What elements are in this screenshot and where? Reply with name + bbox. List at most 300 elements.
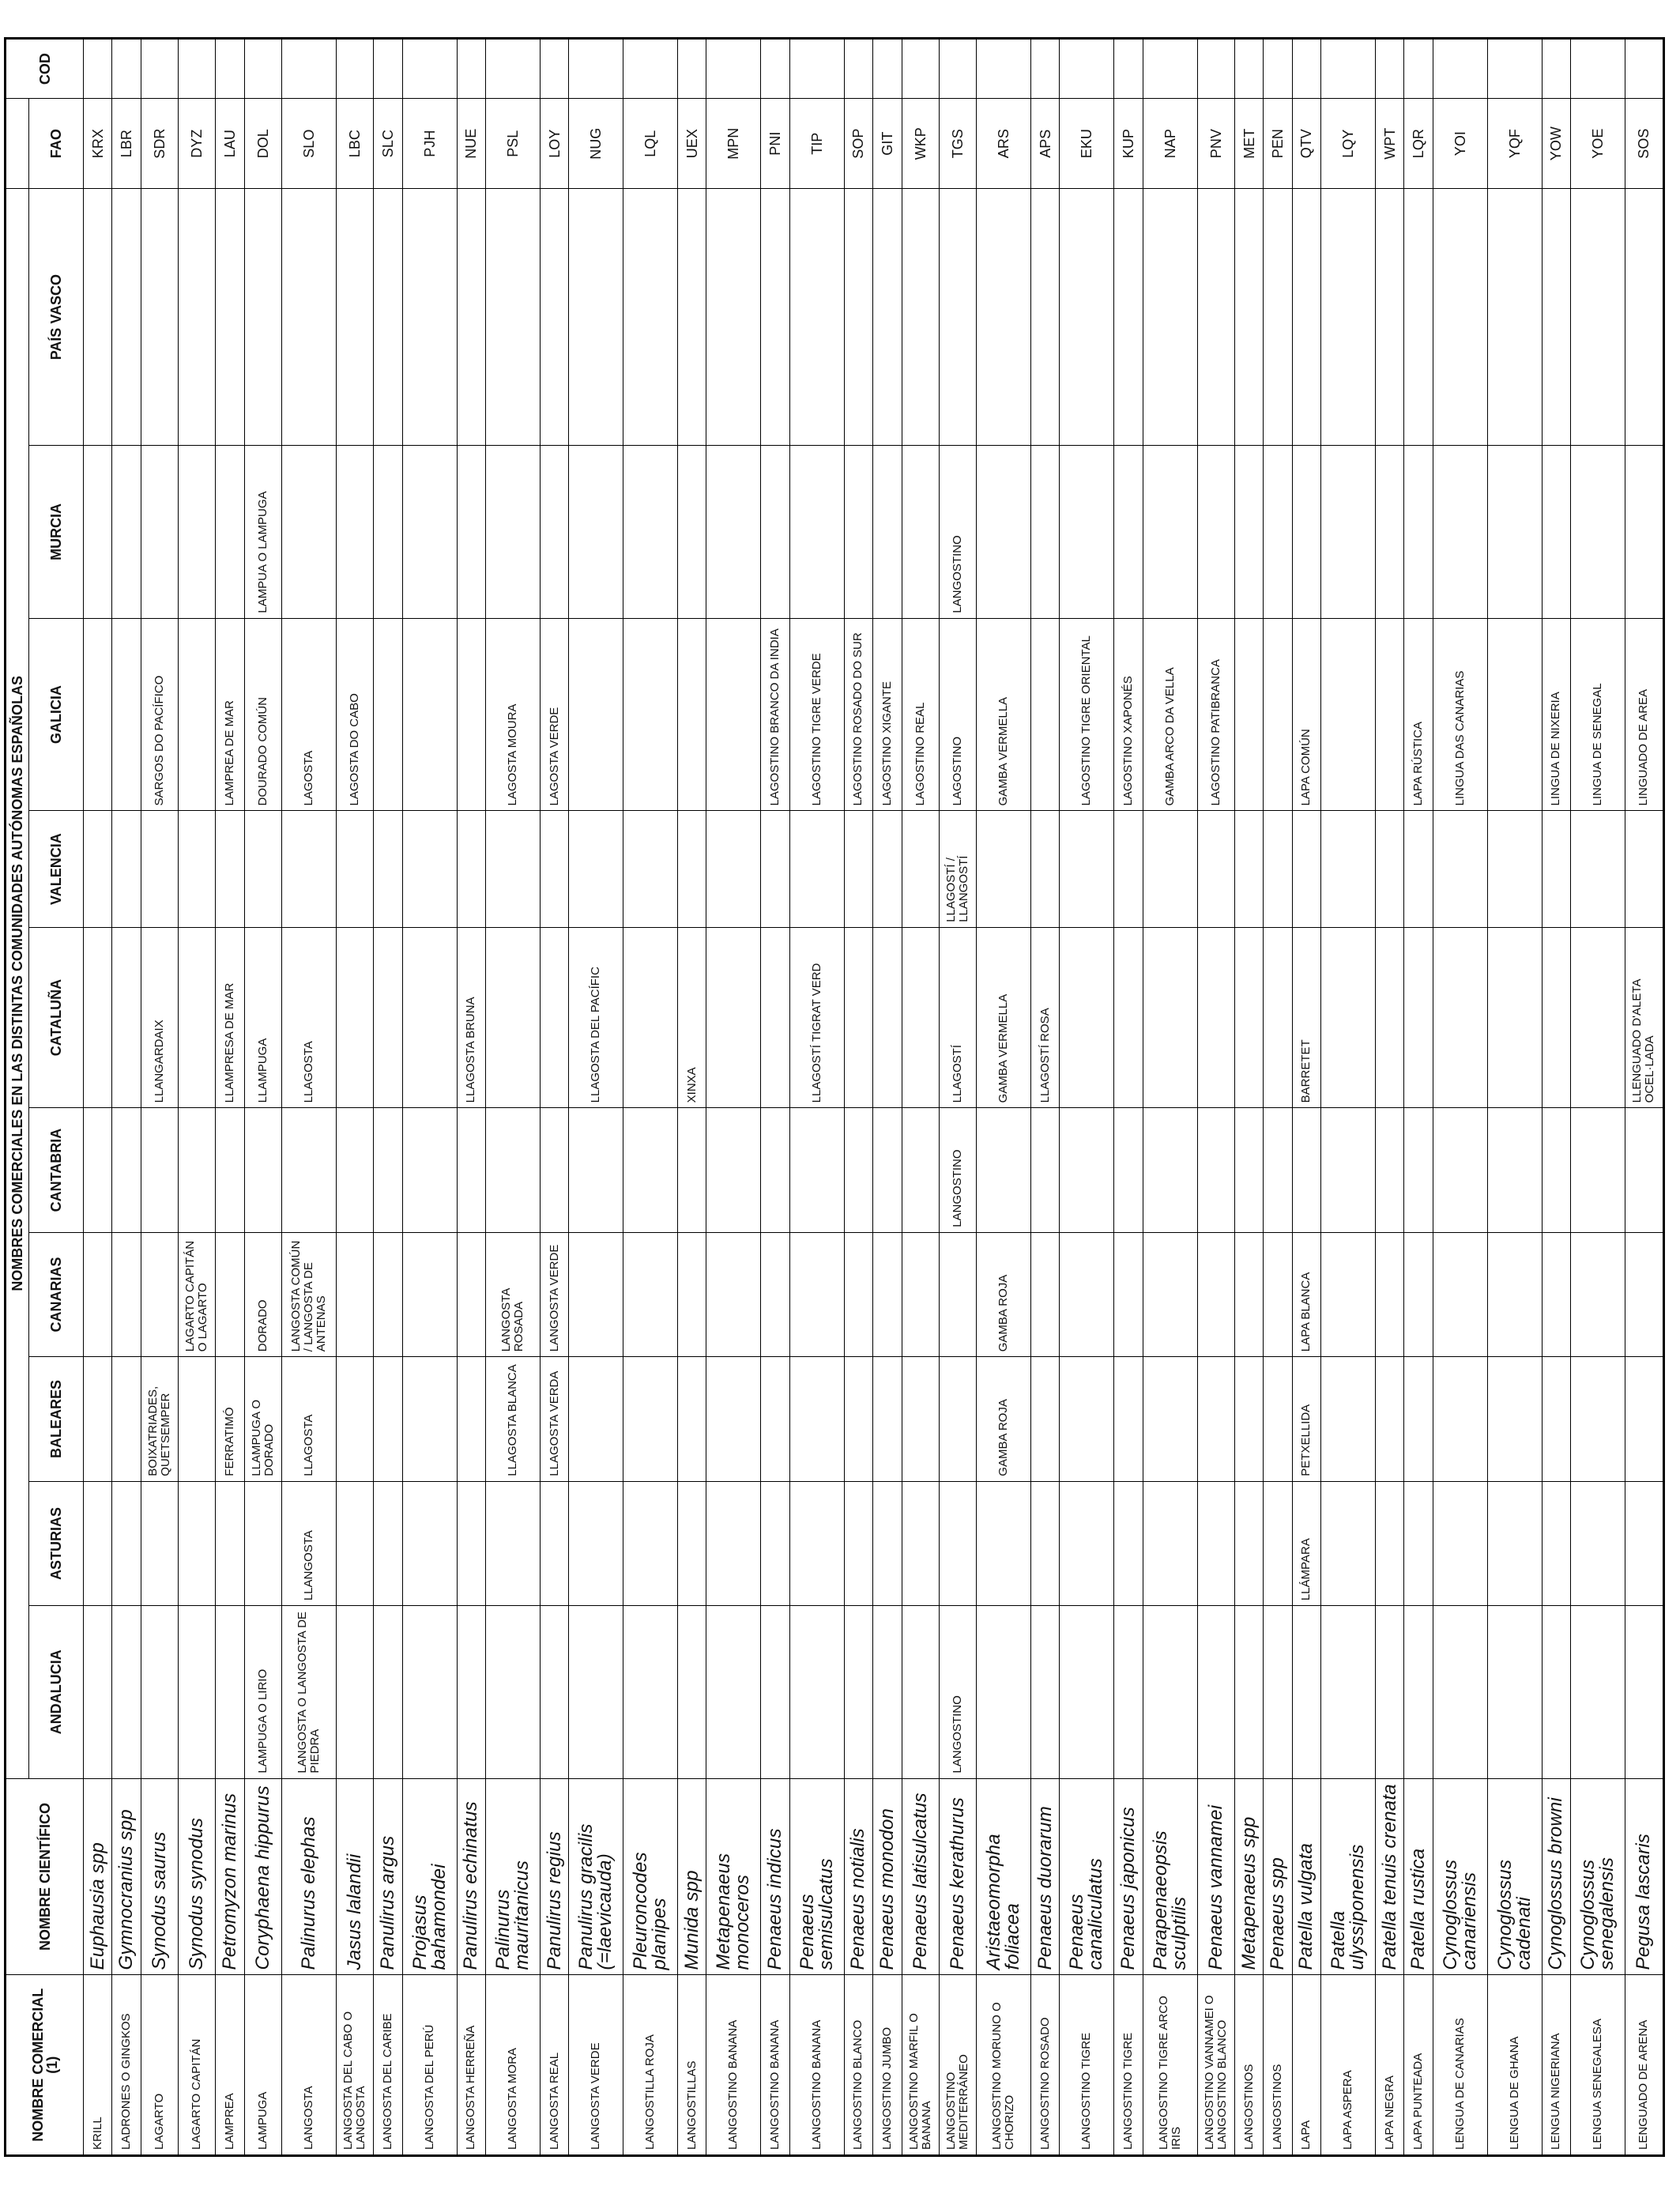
- cell-region-name: LLÁMPARA: [1292, 1481, 1320, 1605]
- cell-region-name: [902, 446, 939, 618]
- cell-nombre-cientifico: Patella rustica: [1404, 1778, 1433, 1975]
- cell-region-name: [1030, 1357, 1059, 1481]
- cell-cod: [844, 39, 872, 99]
- cell-nombre-comercial: LANGOSTINO VANNAMEI O LANGOSTINO BLANCO: [1197, 1975, 1234, 2156]
- cell-region-name: [402, 618, 457, 811]
- cell-region-name: [873, 189, 902, 446]
- cell-region-name: LLAGOSTÍ / LLANGOSTÍ: [939, 811, 976, 927]
- cell-region-name: LANGOSTINO: [939, 446, 976, 618]
- cell-region-name: [402, 1108, 457, 1232]
- cell-region-name: [761, 927, 789, 1108]
- cell-nombre-cientifico: Coryphaena hippurus: [244, 1778, 281, 1975]
- cell-region-name: [1404, 927, 1433, 1108]
- cell-region-name: [1542, 1357, 1570, 1481]
- cell-region-name: [1264, 189, 1292, 446]
- cell-cod: [1030, 39, 1059, 99]
- cell-fao: SOP: [844, 99, 872, 189]
- cell-region-name: [1321, 189, 1376, 446]
- cell-region-name: [485, 1108, 540, 1232]
- cell-region-name: [706, 189, 761, 446]
- cell-nombre-comercial: LANGOSTINO TIGRE: [1114, 1975, 1143, 2156]
- cell-region-name: [1542, 1606, 1570, 1778]
- cell-region-name: [1376, 618, 1404, 811]
- cell-region-name: [112, 1108, 141, 1232]
- cell-region-name: LAGOSTINO PATIBRANCA: [1197, 618, 1234, 811]
- cell-region-name: [678, 1481, 706, 1605]
- cell-cod: [1197, 39, 1234, 99]
- cell-cod: [244, 39, 281, 99]
- cell-region-name: [623, 927, 678, 1108]
- cell-nombre-cientifico: Cynoglossus cadenati: [1487, 1778, 1542, 1975]
- cell-region-name: [1234, 1481, 1263, 1605]
- cell-region-name: [485, 1481, 540, 1605]
- cell-region-name: BARRETET: [1292, 927, 1320, 1108]
- cell-region-name: [873, 1108, 902, 1232]
- cell-region-name: [1030, 446, 1059, 618]
- cell-fao: SDR: [141, 99, 178, 189]
- cell-region-name: LINGUA DAS CANARIAS: [1433, 618, 1487, 811]
- cell-region-name: [706, 1108, 761, 1232]
- cell-region-name: [623, 1481, 678, 1605]
- cell-region-name: [789, 1606, 844, 1778]
- cell-region-name: [844, 1232, 872, 1356]
- cell-region-name: [1487, 1481, 1542, 1605]
- cell-fao: EKU: [1060, 99, 1114, 189]
- cell-nombre-comercial: KRILL: [84, 1975, 112, 2156]
- table-row: [402, 39, 457, 2156]
- cell-region-name: LAGOSTINO XAPONÉS: [1114, 618, 1143, 811]
- cell-region-name: LAGOSTINO: [939, 618, 976, 811]
- cell-region-name: LAMPUA O LAMPUGA: [244, 446, 281, 618]
- cell-region-name: [1625, 811, 1663, 927]
- cell-region-name: [1433, 1606, 1487, 1778]
- table-row: [1404, 39, 1433, 2156]
- cell-region-name: [1030, 1606, 1059, 1778]
- cell-region-name: [1542, 446, 1570, 618]
- table-row: [1197, 39, 1234, 2156]
- cell-region-name: [1060, 1108, 1114, 1232]
- cell-cod: [336, 39, 373, 99]
- cell-region-name: [402, 1481, 457, 1605]
- cell-region-name: [1625, 446, 1663, 618]
- cell-cod: [216, 39, 244, 99]
- cell-region-name: [1571, 189, 1625, 446]
- cell-cod: [84, 39, 112, 99]
- cell-region-name: [1433, 446, 1487, 618]
- cell-region-name: [141, 1232, 178, 1356]
- cell-cod: [179, 39, 216, 99]
- cell-region-name: [939, 1357, 976, 1481]
- cell-fao: YOE: [1571, 99, 1625, 189]
- table-row: [761, 39, 789, 2156]
- cell-region-name: GAMBA ARCO DA VELLA: [1143, 618, 1197, 811]
- cell-region-name: [244, 811, 281, 927]
- cell-region-name: [336, 1481, 373, 1605]
- cell-cod: [678, 39, 706, 99]
- cell-region-name: [1487, 189, 1542, 446]
- cell-region-name: [706, 446, 761, 618]
- cell-region-name: [282, 446, 337, 618]
- cell-region-name: [977, 1108, 1031, 1232]
- cell-region-name: [402, 446, 457, 618]
- cell-region-name: LINGUA DE NIXERIA: [1542, 618, 1570, 811]
- cell-region-name: [623, 1108, 678, 1232]
- cell-region-name: LAGOSTA DO CABO: [336, 618, 373, 811]
- cell-region-name: [1321, 1108, 1376, 1232]
- cell-region-name: [1292, 1108, 1320, 1232]
- cell-region-name: LAMPUGA O LIRIO: [244, 1606, 281, 1778]
- cell-nombre-cientifico: Penaeus monodon: [873, 1778, 902, 1975]
- cell-region-name: [902, 1481, 939, 1605]
- cell-nombre-cientifico: Synodus synodus: [179, 1778, 216, 1975]
- cell-region-name: [336, 1232, 373, 1356]
- cell-region-name: [1433, 1232, 1487, 1356]
- cell-fao: LBC: [336, 99, 373, 189]
- cell-region-name: [374, 1481, 402, 1605]
- cell-region-name: [844, 1606, 872, 1778]
- table-row: [623, 39, 678, 2156]
- cell-nombre-comercial: LANGOSTA DEL CARIBE: [374, 1975, 402, 2156]
- cell-region-name: [336, 189, 373, 446]
- cell-region-name: [1542, 1232, 1570, 1356]
- cell-region-name: LANGOSTA VERDE: [540, 1232, 568, 1356]
- cell-region-name: [1060, 811, 1114, 927]
- cell-region-name: [336, 1108, 373, 1232]
- table-row: [844, 39, 872, 2156]
- cell-fao: PNI: [761, 99, 789, 189]
- cell-region-name: [282, 1108, 337, 1232]
- cell-region-name: [977, 1606, 1031, 1778]
- cell-region-name: [485, 927, 540, 1108]
- cell-nombre-comercial: LANGOSTA HERREÑA: [457, 1975, 485, 2156]
- cell-region-name: [902, 1108, 939, 1232]
- cell-region-name: [457, 811, 485, 927]
- cell-nombre-cientifico: Patella vulgata: [1292, 1778, 1320, 1975]
- cell-region-name: LLAMPRESA DE MAR: [216, 927, 244, 1108]
- cell-region-name: [902, 1232, 939, 1356]
- cell-region-name: [457, 446, 485, 618]
- cell-region-name: [1321, 1232, 1376, 1356]
- cell-region-name: [1571, 1481, 1625, 1605]
- cell-nombre-comercial: LANGOSTINO MEDITERRÁNEO: [939, 1975, 976, 2156]
- cell-region-name: LLAGOSTÍ TIGRAT VERD: [789, 927, 844, 1108]
- cell-region-name: [706, 1481, 761, 1605]
- cell-region-name: [1234, 811, 1263, 927]
- cell-nombre-comercial: LANGOSTINO MARFIL O BANANA: [902, 1975, 939, 2156]
- cell-region-name: [1030, 1108, 1059, 1232]
- cell-nombre-cientifico: Aristaeomorpha foliacea: [977, 1778, 1031, 1975]
- cell-nombre-comercial: LANGOSTINO MORUNO O CHORIZO: [977, 1975, 1031, 2156]
- cell-cod: [282, 39, 337, 99]
- cell-cod: [1404, 39, 1433, 99]
- table-row: [244, 39, 281, 2156]
- cell-region-name: [761, 1357, 789, 1481]
- cell-nombre-cientifico: Penaeus japonicus: [1114, 1778, 1143, 1975]
- cell-region-name: [569, 618, 623, 811]
- fao-top-spacer: [6, 99, 29, 189]
- cell-fao: DYZ: [179, 99, 216, 189]
- cell-region-name: [1292, 189, 1320, 446]
- table-row: [1143, 39, 1197, 2156]
- cell-fao: LQL: [623, 99, 678, 189]
- cell-region-name: LLAGOSTA BRUNA: [457, 927, 485, 1108]
- cell-region-name: [1197, 189, 1234, 446]
- cell-nombre-comercial: LENGUA DE CANARIAS: [1433, 1975, 1487, 2156]
- table-row: [485, 39, 540, 2156]
- cell-region-name: [706, 618, 761, 811]
- cell-region-name: LLAGOSTA DEL PACÍFIC: [569, 927, 623, 1108]
- cell-region-name: [1487, 1357, 1542, 1481]
- cell-region-name: [1404, 446, 1433, 618]
- table-row: [1487, 39, 1542, 2156]
- cell-region-name: [141, 446, 178, 618]
- cell-region-name: LANGOSTA ROSADA: [485, 1232, 540, 1356]
- cell-region-name: [873, 1481, 902, 1605]
- cell-region-name: [873, 446, 902, 618]
- cell-nombre-comercial: LADRONES O GINGKOS: [112, 1975, 141, 2156]
- cell-nombre-comercial: LAPA ASPERA: [1321, 1975, 1376, 2156]
- cell-region-name: GAMBA ROJA: [977, 1357, 1031, 1481]
- cell-region-name: [1433, 927, 1487, 1108]
- cell-region-name: [1376, 1232, 1404, 1356]
- cell-region-name: [540, 1481, 568, 1605]
- cell-fao: NAP: [1143, 99, 1197, 189]
- cell-region-name: [761, 811, 789, 927]
- col-cod: COD: [6, 39, 84, 99]
- cell-region-name: [939, 189, 976, 446]
- cell-region-name: LAMPREA DE MAR: [216, 618, 244, 811]
- cell-region-name: LAGOSTA VERDE: [540, 618, 568, 811]
- table-row: [1264, 39, 1292, 2156]
- cell-nombre-comercial: LANGOSTINO BANANA: [706, 1975, 761, 2156]
- cell-nombre-cientifico: Penaeus semisulcatus: [789, 1778, 844, 1975]
- cell-region-name: [1264, 1108, 1292, 1232]
- cell-cod: [623, 39, 678, 99]
- cell-region-name: [977, 189, 1031, 446]
- cell-nombre-comercial: LAGARTO: [141, 1975, 178, 2156]
- cell-region-name: [1143, 446, 1197, 618]
- cell-region-name: [623, 1232, 678, 1356]
- cell-region-name: [216, 446, 244, 618]
- cell-region-name: [1143, 811, 1197, 927]
- cell-region-name: [1321, 618, 1376, 811]
- cell-fao: NUG: [569, 99, 623, 189]
- cell-region-name: [1487, 1606, 1542, 1778]
- cell-region-name: LAGOSTA: [282, 618, 337, 811]
- cell-region-name: [1487, 1232, 1542, 1356]
- cell-region-name: [1264, 1357, 1292, 1481]
- cell-region-name: [706, 1232, 761, 1356]
- table-row: [1433, 39, 1487, 2156]
- cell-region-name: [706, 1606, 761, 1778]
- table-row: [678, 39, 706, 2156]
- table-row: [179, 39, 216, 2156]
- cell-region-name: [1060, 927, 1114, 1108]
- cell-region-name: [1197, 811, 1234, 927]
- cell-cod: [569, 39, 623, 99]
- cell-region-name: [569, 189, 623, 446]
- cell-region-name: [336, 811, 373, 927]
- cell-region-name: [623, 446, 678, 618]
- cell-nombre-cientifico: Panulirus regius: [540, 1778, 568, 1975]
- cell-region-name: [678, 1357, 706, 1481]
- cell-region-name: [1264, 618, 1292, 811]
- cell-region-name: [216, 1108, 244, 1232]
- cell-region-name: [485, 811, 540, 927]
- cell-region-name: [112, 189, 141, 446]
- cell-region-name: [1060, 1232, 1114, 1356]
- cell-region-name: [844, 189, 872, 446]
- cell-region-name: [1433, 1108, 1487, 1232]
- cell-region-name: [1321, 1481, 1376, 1605]
- cell-nombre-comercial: LANGOSTA REAL: [540, 1975, 568, 2156]
- cell-nombre-cientifico: Metapenaeus monoceros: [706, 1778, 761, 1975]
- cell-region-name: [216, 811, 244, 927]
- cell-region-name: [623, 189, 678, 446]
- table-row: [1030, 39, 1059, 2156]
- table-row: [789, 39, 844, 2156]
- col-region: ANDALUCIA: [29, 1606, 84, 1778]
- cell-region-name: [569, 1606, 623, 1778]
- cell-region-name: [485, 189, 540, 446]
- cell-nombre-cientifico: Jasus lalandii: [336, 1778, 373, 1975]
- cell-region-name: LLANGARDAIX: [141, 927, 178, 1108]
- cell-nombre-cientifico: Metapenaeus spp: [1234, 1778, 1263, 1975]
- cell-region-name: [873, 811, 902, 927]
- cell-nombre-cientifico: Patella ulyssiponensis: [1321, 1778, 1376, 1975]
- cell-region-name: [1376, 1606, 1404, 1778]
- cell-region-name: [84, 618, 112, 811]
- cell-region-name: [761, 1108, 789, 1232]
- cell-region-name: [457, 1232, 485, 1356]
- cell-nombre-cientifico: Pegusa lascaris: [1625, 1778, 1663, 1975]
- cell-nombre-comercial: LANGOSTA DEL CABO O LANGOSTA: [336, 1975, 373, 2156]
- cell-region-name: LLAGOSTÍ ROSA: [1030, 927, 1059, 1108]
- cell-region-name: LLENGUADO D'ALETA OCEL·LADA: [1625, 927, 1663, 1108]
- cell-region-name: [1143, 1606, 1197, 1778]
- cell-nombre-comercial: LENGUA DE GHANA: [1487, 1975, 1542, 2156]
- cell-region-name: [1487, 446, 1542, 618]
- cell-region-name: LAGOSTINO XIGANTE: [873, 618, 902, 811]
- cell-region-name: [678, 446, 706, 618]
- cell-region-name: [112, 927, 141, 1108]
- cell-fao: PEN: [1264, 99, 1292, 189]
- cell-region-name: [244, 189, 281, 446]
- cell-region-name: [977, 446, 1031, 618]
- cell-region-name: [873, 1606, 902, 1778]
- species-names-table: [4, 37, 1665, 2157]
- cell-region-name: [1060, 1481, 1114, 1605]
- cell-region-name: [1234, 1108, 1263, 1232]
- col-region: PAÍS VASCO: [29, 189, 84, 446]
- cell-region-name: [457, 1606, 485, 1778]
- cell-region-name: [1114, 927, 1143, 1108]
- cell-region-name: [1143, 189, 1197, 446]
- col-region: CANARIAS: [29, 1232, 84, 1356]
- cell-cod: [1060, 39, 1114, 99]
- cell-nombre-cientifico: Cynoglossus browni: [1542, 1778, 1570, 1975]
- cell-region-name: [540, 446, 568, 618]
- cell-region-name: [1542, 927, 1570, 1108]
- cell-region-name: [336, 927, 373, 1108]
- cell-region-name: [1114, 446, 1143, 618]
- table-body: [84, 39, 1664, 2156]
- cell-fao: TGS: [939, 99, 976, 189]
- cell-cod: [706, 39, 761, 99]
- cell-region-name: [1197, 1481, 1234, 1605]
- cell-region-name: [282, 811, 337, 927]
- cell-region-name: [623, 811, 678, 927]
- cell-region-name: [977, 811, 1031, 927]
- cell-nombre-cientifico: Projasus bahamondei: [402, 1778, 457, 1975]
- cell-region-name: [761, 1232, 789, 1356]
- cell-region-name: [336, 1357, 373, 1481]
- cell-region-name: GAMBA VERMELLA: [977, 927, 1031, 1108]
- cell-nombre-cientifico: Penaeus canaliculatus: [1060, 1778, 1114, 1975]
- cell-region-name: LLAGOSTÍ: [939, 927, 976, 1108]
- cell-region-name: [179, 927, 216, 1108]
- cell-region-name: [761, 1606, 789, 1778]
- cell-region-name: [844, 811, 872, 927]
- col-region: CATALUÑA: [29, 927, 84, 1108]
- cell-region-name: [374, 1232, 402, 1356]
- cell-region-name: [1060, 1606, 1114, 1778]
- cell-region-name: [789, 1232, 844, 1356]
- cell-region-name: [789, 1108, 844, 1232]
- cell-region-name: [1114, 1606, 1143, 1778]
- cell-region-name: [678, 189, 706, 446]
- cell-region-name: XINXA: [678, 927, 706, 1108]
- table-row: [902, 39, 939, 2156]
- cell-nombre-cientifico: Penaeus kerathurus: [939, 1778, 976, 1975]
- cell-region-name: [1404, 1232, 1433, 1356]
- cell-region-name: [706, 811, 761, 927]
- cell-cod: [485, 39, 540, 99]
- cell-region-name: FERRATIMÓ: [216, 1357, 244, 1481]
- cell-region-name: [1143, 1108, 1197, 1232]
- cell-region-name: [84, 1108, 112, 1232]
- cell-nombre-comercial: LANGOSTA DEL PERÚ: [402, 1975, 457, 2156]
- cell-region-name: [402, 1357, 457, 1481]
- cell-region-name: [902, 189, 939, 446]
- cell-fao: ARS: [977, 99, 1031, 189]
- cell-region-name: [112, 1357, 141, 1481]
- cell-region-name: [1114, 811, 1143, 927]
- cell-nombre-comercial: LANGOSTA MORA: [485, 1975, 540, 2156]
- cell-fao: GIT: [873, 99, 902, 189]
- cell-region-name: [623, 1357, 678, 1481]
- cell-fao: UEX: [678, 99, 706, 189]
- cell-fao: YOI: [1433, 99, 1487, 189]
- cell-region-name: [179, 811, 216, 927]
- cell-cod: [1625, 39, 1663, 99]
- cell-region-name: [1625, 1481, 1663, 1605]
- cell-region-name: [1264, 446, 1292, 618]
- cell-region-name: [141, 1606, 178, 1778]
- cell-region-name: [1625, 189, 1663, 446]
- cell-region-name: [244, 1481, 281, 1605]
- cell-region-name: [844, 927, 872, 1108]
- cell-region-name: [678, 811, 706, 927]
- cell-region-name: [402, 811, 457, 927]
- cell-region-name: [84, 1232, 112, 1356]
- cell-cod: [374, 39, 402, 99]
- cell-region-name: [179, 1108, 216, 1232]
- table-row: [977, 39, 1031, 2156]
- cell-nombre-comercial: LANGOSTILLAS: [678, 1975, 706, 2156]
- cell-region-name: [1487, 618, 1542, 811]
- cell-cod: [1542, 39, 1570, 99]
